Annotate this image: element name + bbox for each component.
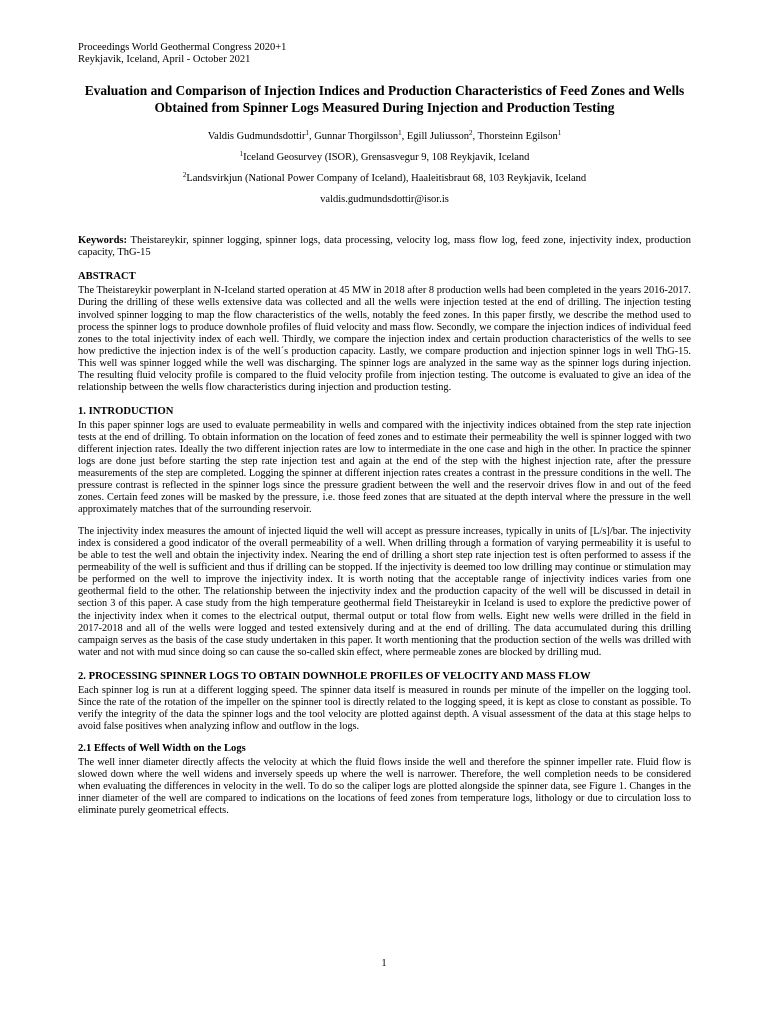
- author-separator: ,: [308, 131, 315, 142]
- affiliation-1: [78, 152, 691, 164]
- affiliation-2: [78, 173, 691, 185]
- paper-page: [78, 42, 691, 817]
- section-1-heading: 1. INTRODUCTION: [78, 405, 174, 417]
- keywords-label: Keywords:: [78, 235, 127, 246]
- author-affil-mark: 1: [305, 129, 309, 137]
- abstract-text: The Theistareykir powerplant in N-Iceland started operation at 45 MW in 2018 after 8 production wells had been completed in the years 2016-2017. During the drilling of these wells extensive data was collected and all the wells were injection tested at the end of drilling. The injection testing involved spinner logging to map the flow characteristics of the wells, notably the feed zones. In this paper firstly, we describe the method used to process the spinner logs to produce downhole profiles of fluid velocity and mass flow. Secondly, we compare the injection indices of individual feed zones to the total injectivity index of each well. Thirdly, we compare the injection index and certain production characteristics of the wells to see how predictive the injection index is of the well´s production capacity. Lastly, we compare production and injection spinner logs in well ThG-15. This well was spinner logged while the well was discharging. The spinner logs are analyzed in the same way as the spinner logs during injection. The resulting fluid velocity profile is compared to the fluid velocity profile from injection testing. The outcome is evaluated to give an idea of the relationship between the wells flow characteristics during injection and production testing.: [78, 285, 691, 393]
- author-separator: ,: [401, 131, 407, 142]
- author-name: Gunnar Thorgilsson: [314, 131, 399, 142]
- author-affil-mark: 1: [557, 129, 562, 137]
- paper-title: Evaluation and Comparison of Injection Indices and Production Characteristics of Feed Zones and Wells Obtained from Spinner Logs Measured During Injection and Production Testing: [84, 83, 685, 115]
- header-line-2: Reykjavik, Iceland, April - October 2021: [78, 54, 251, 65]
- section-1-paragraph-2: The injectivity index measures the amount of injected liquid the well will accept as pressure increases, typically in units of [L/s]/bar. The injectivity index is considered a good indicator of the overall permeability of a well. When drilling through a formation of varying permeability it is useful to be able to test the well and obtain the injectivity index. Nearing the end of drilling a short step rate injection test is often performed to assess if the permeability of the well is sufficient and thus if drilling can be stopped. If the injectivity is deemed too low drilling may continue or stimulation may be performed on the well to improve the injectivity index. It is worth noting that the acceptable range of injectivity indices varies from one geothermal field to the other. The relationship between the injectivity index and the production capacity of the well will be discussed in detail in section 3 of this paper. A case study from the high temperature geothermal field Theistareykir in Iceland is used to explore the predictive power of the injectivity index when it comes to the electrical output, thermal output or total flow from wells. Eight new wells were drilled in the field in 2017-2018 and all of the wells were logged and tested extensively during and at the end of drilling. The data accumulated during this drilling campaign serves as the basis of the case study undertaken in this paper. It worth mentioning that the production section of the wells was drilled with water and not with mud since doing so can cause the so-called skin effect, where permeable zones are blocked by drilling mud.: [78, 526, 691, 658]
- affil-mark: 1: [239, 150, 244, 158]
- proceedings-header: [78, 42, 691, 66]
- keywords-text: Theistareykir, spinner logging, spinner logs, data processing, velocity log, mass flow log, feed zone, injectivity index, production capacity, ThG-15: [78, 235, 691, 259]
- author-name: Egill Juliusson: [406, 131, 469, 142]
- abstract-heading: ABSTRACT: [78, 271, 136, 283]
- section-2-paragraph-1: Each spinner log is run at a different logging speed. The spinner data itself is measured in rounds per minute of the impeller on the logging tool. Since the rate of the rotation of the impeller on the spinner tool is directly related to the logging speed, it is kept as close to constant as possible. To verify the integrity of the data the spinner logs and the tool velocity are plotted against depth. A visual assessment of the data at this stage helps to avoid false positives when analyzing inflow and outflow in the logs.: [78, 684, 691, 732]
- affiliation-text: Iceland Geosurvey (ISOR), Grensasvegur 9, 108 Reykjavik, Iceland: [243, 152, 530, 163]
- keywords: [78, 235, 691, 259]
- contact-email: valdis.gudmundsdottir@isor.is: [320, 194, 449, 205]
- affil-mark: 2: [182, 171, 187, 179]
- affiliation-text: Landsvirkjun (National Power Company of Iceland), Haaleitisbraut 68, 103 Reykjavik, Iceland: [186, 173, 587, 184]
- section-2-heading: 2. PROCESSING SPINNER LOGS TO OBTAIN DOWNHOLE PROFILES OF VELOCITY AND MASS FLOW: [78, 670, 591, 682]
- author-name: Thorsteinn Egilson: [477, 131, 558, 142]
- author-affil-mark: 2: [469, 129, 473, 137]
- section-2-1-paragraph-1: The well inner diameter directly affects the velocity at which the fluid flows inside the well and therefore the spinner impeller rate. Fluid flow is slowed down where the well widens and inversely speeds up where the well is narrower. Therefore, the well completion needs to be considered when evaluating the differences in velocity in the well. To do so the caliper logs are plotted alongside the spinner data, see Figure 1. Changes in the inner diameter of the well are compared to indications on the locations of feed zones from temperature logs, lithology or due to circulation loss to eliminate purely geometrical effects.: [78, 756, 691, 817]
- page-number: 1: [381, 958, 387, 969]
- author-list: [78, 131, 691, 143]
- section-2-1-heading: 2.1 Effects of Well Width on the Logs: [78, 742, 246, 754]
- author-name: Valdis Gudmundsdottir: [207, 131, 306, 142]
- author-separator: ,: [472, 131, 478, 142]
- section-1-paragraph-1: In this paper spinner logs are used to evaluate permeability in wells and compared with the injectivity indices obtained from the step rate injection tests at the end of drilling. To obtain information on the location of feed zones and to estimate their permeability the well is spinner logged with two different injection rates. Ideally the two different injection rates are low to intermediate in the one case and high in the other. In practice the spinner logs are done just before starting the step rate injection test and again at the end of the step with the highest injection rate, after the pressure measurements of the step are completed. Logging the spinner at different injection rates creates a contrast in the pressure conditions in the well. The pressure contrast is reflected in the spinner logs since the pressure gradient between the well and the reservoir drives flow in and out of the feed zones. Certain feed zones will be masked by the pressure, i.e. those feed zones that are situated at the depth interval where the pressure in the well approximately matches that of the surrounding reservoir.: [78, 419, 691, 516]
- author-affil-mark: 1: [398, 129, 402, 137]
- header-line-1: Proceedings World Geothermal Congress 2020+1: [78, 42, 287, 53]
